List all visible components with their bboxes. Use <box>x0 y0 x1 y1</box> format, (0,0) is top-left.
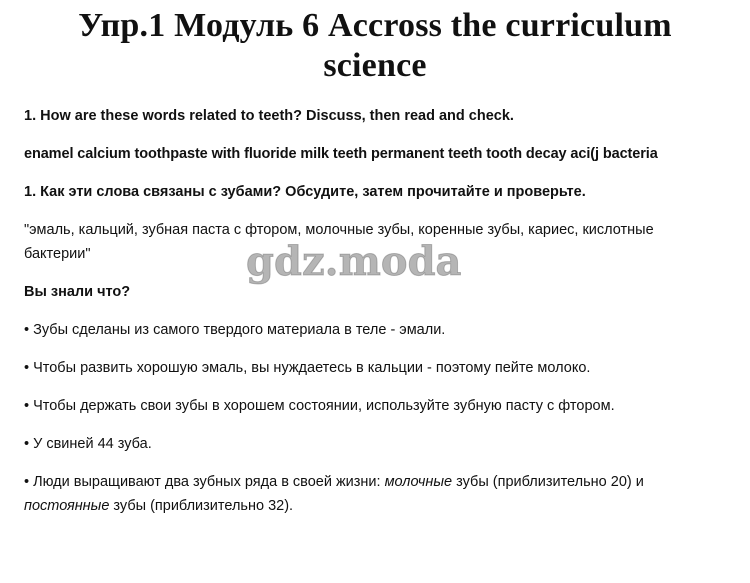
fact-text: зубы (приблизительно 20) и <box>452 474 644 490</box>
page-title: Упр.1 Модуль 6 Accross the curriculum science <box>78 7 672 84</box>
word-list-russian: "эмаль, кальций, зубная паста с фтором, молочные зубы, коренные зубы, кариес, кислотные бактерии" <box>24 222 654 262</box>
watermark-logo: gdz.moda <box>246 238 462 285</box>
fact-item: • У свиней 44 зуба. <box>24 436 152 452</box>
fact-italic-term: постоянные <box>24 498 110 514</box>
fact-item: • Чтобы держать свои зубы в хорошем состоянии, используйте зубную пасту с фтором. <box>24 398 615 414</box>
fact-item-last <box>24 470 724 518</box>
fact-italic-term: молочные <box>384 474 453 490</box>
word-list-english: enamel calcium toothpaste with fluoride milk teeth permanent teeth tooth decay aci(j bacteria <box>24 146 658 162</box>
fact-text: • Люди выращивают два зубных ряда в своей жизни: <box>24 474 385 490</box>
task-russian: 1. Как эти слова связаны с зубами? Обсудите, затем прочитайте и проверьте. <box>24 184 586 200</box>
document-body <box>24 104 724 532</box>
fact-text: зубы (приблизительно 32). <box>109 498 294 514</box>
fact-item: • Зубы сделаны из самого твердого материала в теле - эмали. <box>24 322 446 338</box>
did-you-know-heading: Вы знали что? <box>24 284 131 300</box>
task-english: 1. How are these words related to teeth? Discuss, then read and check. <box>24 108 514 124</box>
fact-item: • Чтобы развить хорошую эмаль, вы нуждаетесь в кальции - поэтому пейте молоко. <box>24 360 591 376</box>
